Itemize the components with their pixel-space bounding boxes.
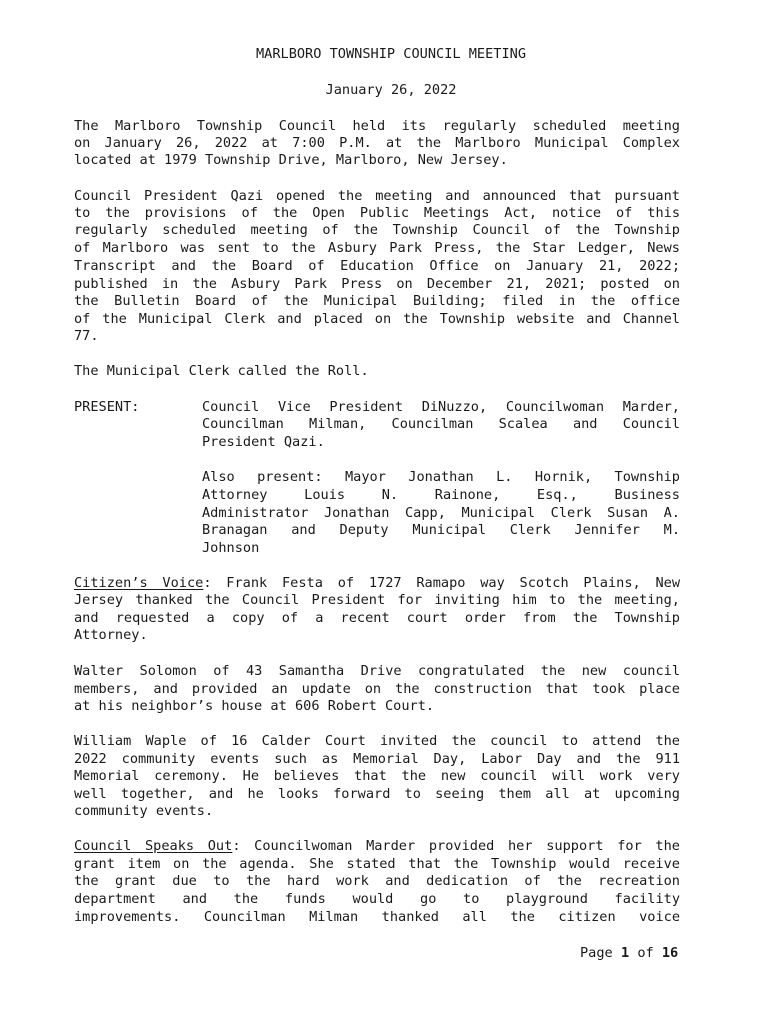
text-line: Council President Qazi opened the meeting and announced that pursuant bbox=[74, 188, 680, 204]
text-line: The Marlboro Township Council held its regularly scheduled meeting bbox=[74, 118, 680, 134]
text-line: 2022 community events such as Memorial Day, Labor Day and the 911 bbox=[74, 751, 680, 767]
page-total: 16 bbox=[661, 945, 679, 961]
also-present-line: Johnson bbox=[202, 540, 260, 556]
text-line: Memorial ceremony. He believes that the new council will work very bbox=[74, 768, 680, 784]
also-present-line: Also present: Mayor Jonathan L. Hornik, Township bbox=[202, 469, 680, 485]
text-line: grant item on the agenda. She stated that the Township would receive bbox=[74, 856, 680, 872]
text-line: well together, and he looks forward to seeing them all at upcoming bbox=[74, 786, 680, 802]
text-line: Attorney. bbox=[74, 627, 148, 643]
page-label: Page bbox=[580, 945, 613, 961]
document-title: MARLBORO TOWNSHIP COUNCIL MEETING bbox=[255, 46, 527, 62]
text-line: improvements. Councilman Milman thanked all the citizen voice bbox=[74, 909, 680, 925]
text-line: 77. bbox=[74, 328, 99, 344]
text-line: of Marlboro was sent to the Asbury Park Press, the Star Ledger, News bbox=[74, 240, 680, 256]
text-line: on January 26, 2022 at 7:00 P.M. at the Marlboro Municipal Complex bbox=[74, 135, 680, 151]
text-line: Transcript and the Board of Education Office on January 21, 2022; bbox=[74, 258, 680, 274]
also-present-line: Attorney Louis N. Rainone, Esq., Business bbox=[202, 487, 680, 503]
also-present-line: Branagan and Deputy Municipal Clerk Jennifer M. bbox=[202, 522, 680, 538]
text-line: Walter Solomon of 43 Samantha Drive congratulated the new council bbox=[74, 663, 680, 679]
page-current: 1 bbox=[620, 945, 630, 961]
citizens-voice-heading: Citizen’s Voice bbox=[74, 575, 204, 591]
page-number bbox=[580, 945, 678, 962]
text-line bbox=[74, 575, 680, 592]
text-line: and requested a copy of a recent court order from the Township bbox=[74, 610, 680, 626]
text-line: William Waple of 16 Calder Court invited the council to attend the bbox=[74, 733, 680, 749]
text-line: the Bulletin Board of the Municipal Building; filed in the office bbox=[74, 293, 680, 309]
text-line: published in the Asbury Park Press on December 21, 2021; posted on bbox=[74, 276, 680, 292]
present-line: Councilman Milman, Councilman Scalea and Council bbox=[202, 416, 680, 432]
text-line: members, and provided an update on the construction that took place bbox=[74, 681, 680, 697]
also-present-line: Administrator Jonathan Capp, Municipal Clerk Susan A. bbox=[202, 505, 680, 521]
text-line: located at 1979 Township Drive, Marlboro, New Jersey. bbox=[74, 152, 508, 168]
citizens-voice-text: : Frank Festa of 1727 Ramapo way Scotch Plains, New bbox=[203, 575, 681, 591]
text-line: community events. bbox=[74, 803, 214, 819]
text-line: at his neighbor’s house at 606 Robert Court. bbox=[74, 698, 435, 714]
roll-call-text: The Municipal Clerk called the Roll. bbox=[74, 363, 369, 379]
council-speaks-text: : Councilwoman Marder provided her support for the bbox=[232, 838, 680, 854]
text-line: the grant due to the hard work and dedication of the recreation bbox=[74, 873, 680, 889]
text-line: Jersey thanked the Council President for inviting him to the meeting, bbox=[74, 592, 680, 608]
of-label: of bbox=[637, 945, 654, 961]
text-line: of the Municipal Clerk and placed on the Township website and Channel bbox=[74, 311, 680, 327]
text-line: to the provisions of the Open Public Meetings Act, notice of this bbox=[74, 205, 680, 221]
present-label: PRESENT: bbox=[74, 399, 140, 415]
text-line: regularly scheduled meeting of the Township Council of the Township bbox=[74, 222, 680, 238]
present-line: Council Vice President DiNuzzo, Councilwoman Marder, bbox=[202, 399, 680, 415]
meeting-date: January 26, 2022 bbox=[325, 82, 457, 98]
text-line bbox=[74, 838, 680, 855]
text-line: department and the funds would go to playground facility bbox=[74, 891, 680, 907]
council-speaks-heading: Council Speaks Out bbox=[74, 838, 233, 854]
present-line: President Qazi. bbox=[202, 434, 325, 450]
